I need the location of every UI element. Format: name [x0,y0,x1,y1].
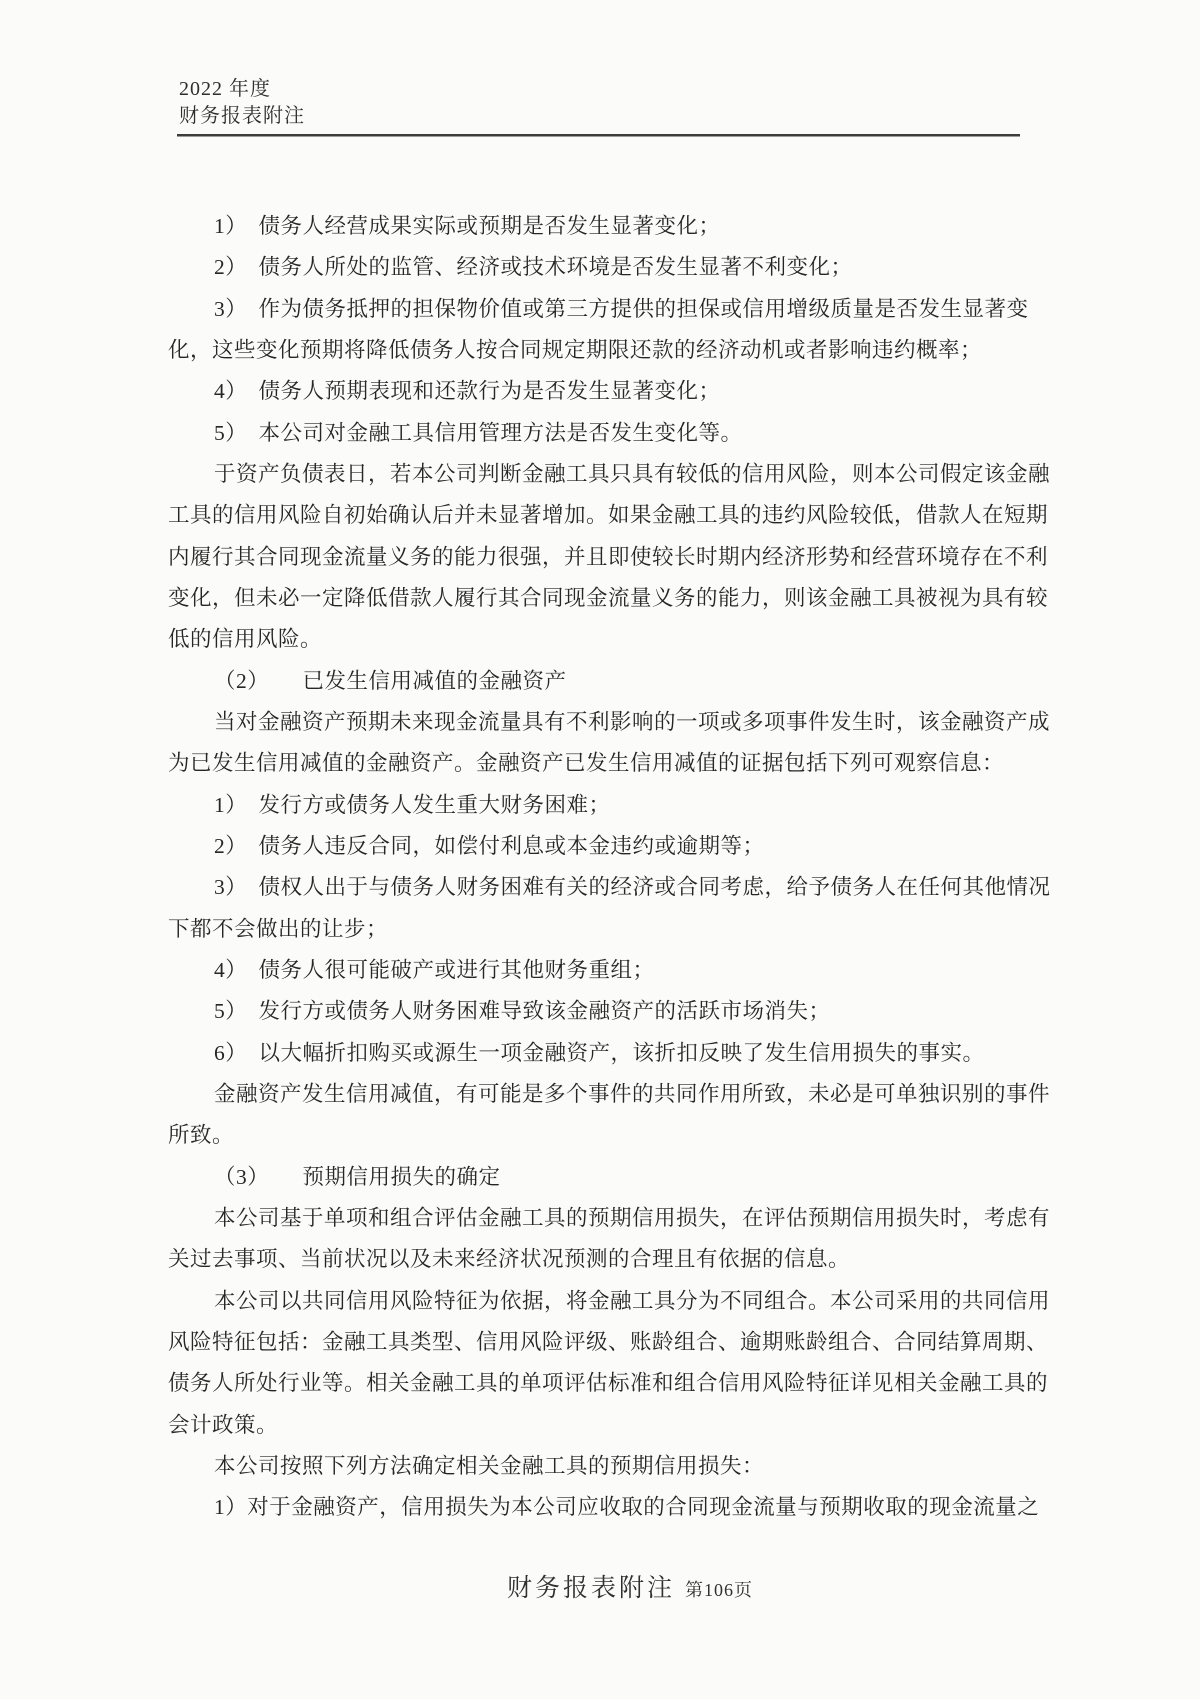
text-line: 所致。 [168,1123,235,1148]
section-heading: （2） 已发生信用减值的金融资产 [214,668,567,693]
text-line: 6） 以大幅折扣购买或源生一项金融资产，该折扣反映了发生信用损失的事实。 [214,1040,985,1065]
header-rule [177,134,1020,137]
text-line: 1） 债务人经营成果实际或预期是否发生显著变化； [214,214,721,238]
text-line: 于资产负债表日，若本公司判断金融工具只具有较低的信用风险，则本公司假定该金融 [214,461,1051,486]
text-line: 会计政策。 [168,1412,279,1437]
text-line: 变化，但未必一定降低借款人履行其合同现金流量义务的能力，则该金融工具被视为具有较 [168,585,1049,610]
text-line: 工具的信用风险自初始确认后并未显著增加。如果金融工具的违约风险较低，借款人在短期 [168,503,1049,528]
text-line: 内履行其合同现金流量义务的能力很强，并且即使较长时期内经济形势和经营环境存在不利 [168,544,1049,569]
section-heading: （3） 预期信用损失的确定 [214,1164,501,1189]
text-line: 1） 发行方或债务人发生重大财务困难； [214,792,611,817]
text-line: 当对金融资产预期未来现金流量具有不利影响的一项或多项事件发生时，该金融资产成 [214,709,1051,734]
text-line: 2） 债务人所处的监管、经济或技术环境是否发生显著不利变化； [214,255,853,280]
text-line: 本公司基于单项和组合评估金融工具的预期信用损失，在评估预期信用损失时，考虑有 [214,1205,1051,1230]
footer-title: 财务报表附注 [506,1575,675,1602]
text-line: 为已发生信用减值的金融资产。金融资产已发生信用减值的证据包括下列可观察信息： [168,751,1005,776]
text-line: 下都不会做出的让步； [168,916,389,941]
page-footer [30,1568,1200,1604]
text-line: 风险特征包括：金融工具类型、信用风险评级、账龄组合、逾期账龄组合、合同结算周期、 [168,1329,1049,1354]
text-line: 本公司按照下列方法确定相关金融工具的预期信用损失： [214,1453,765,1478]
text-line: 5） 发行方或债务人财务困难导致该金融资产的活跃市场消失； [214,999,831,1024]
text-line: 2） 债务人违反合同，如偿付利息或本金违约或逾期等； [214,833,765,858]
text-line: 3） 债权人出于与债务人财务困难有关的经济或合同考虑，给予债务人在任何其他情况 [214,875,1051,900]
text-line: 4） 债务人很可能破产或进行其他财务重组； [214,957,655,982]
text-line: 5） 本公司对金融工具信用管理方法是否发生变化等。 [214,420,743,445]
text-line: 化，这些变化预期将降低债务人按合同规定期限还款的经济动机或者影响违约概率； [168,337,983,362]
header-year-line: 2022 年度 [179,78,271,100]
text-line: 1）对于金融资产，信用损失为本公司应收取的合同现金流量与预期收取的现金流量之 [214,1495,1040,1520]
text-line: 4） 债务人预期表现和还款行为是否发生显著变化； [214,379,721,404]
text-line: 本公司以共同信用风险特征为依据，将金融工具分为不同组合。本公司采用的共同信用 [214,1288,1051,1313]
page-header [179,76,305,130]
text-line: 金融资产发生信用减值，有可能是多个事件的共同作用所致，未必是可单独识别的事件 [214,1081,1051,1106]
notes-body [168,206,1051,1529]
text-line: 债务人所处行业等。相关金融工具的单项评估标准和组合信用风险特征详见相关金融工具的 [168,1371,1049,1396]
header-title-line: 财务报表附注 [179,105,305,127]
text-line: 低的信用风险。 [168,627,323,652]
text-line: 3） 作为债务抵押的担保物价值或第三方提供的担保或信用增级质量是否发生显著变 [214,296,1029,321]
text-line: 关过去事项、当前状况以及未来经济状况预测的合理且有依据的信息。 [168,1247,851,1272]
footer-page-number: 第106页 [685,1580,753,1600]
